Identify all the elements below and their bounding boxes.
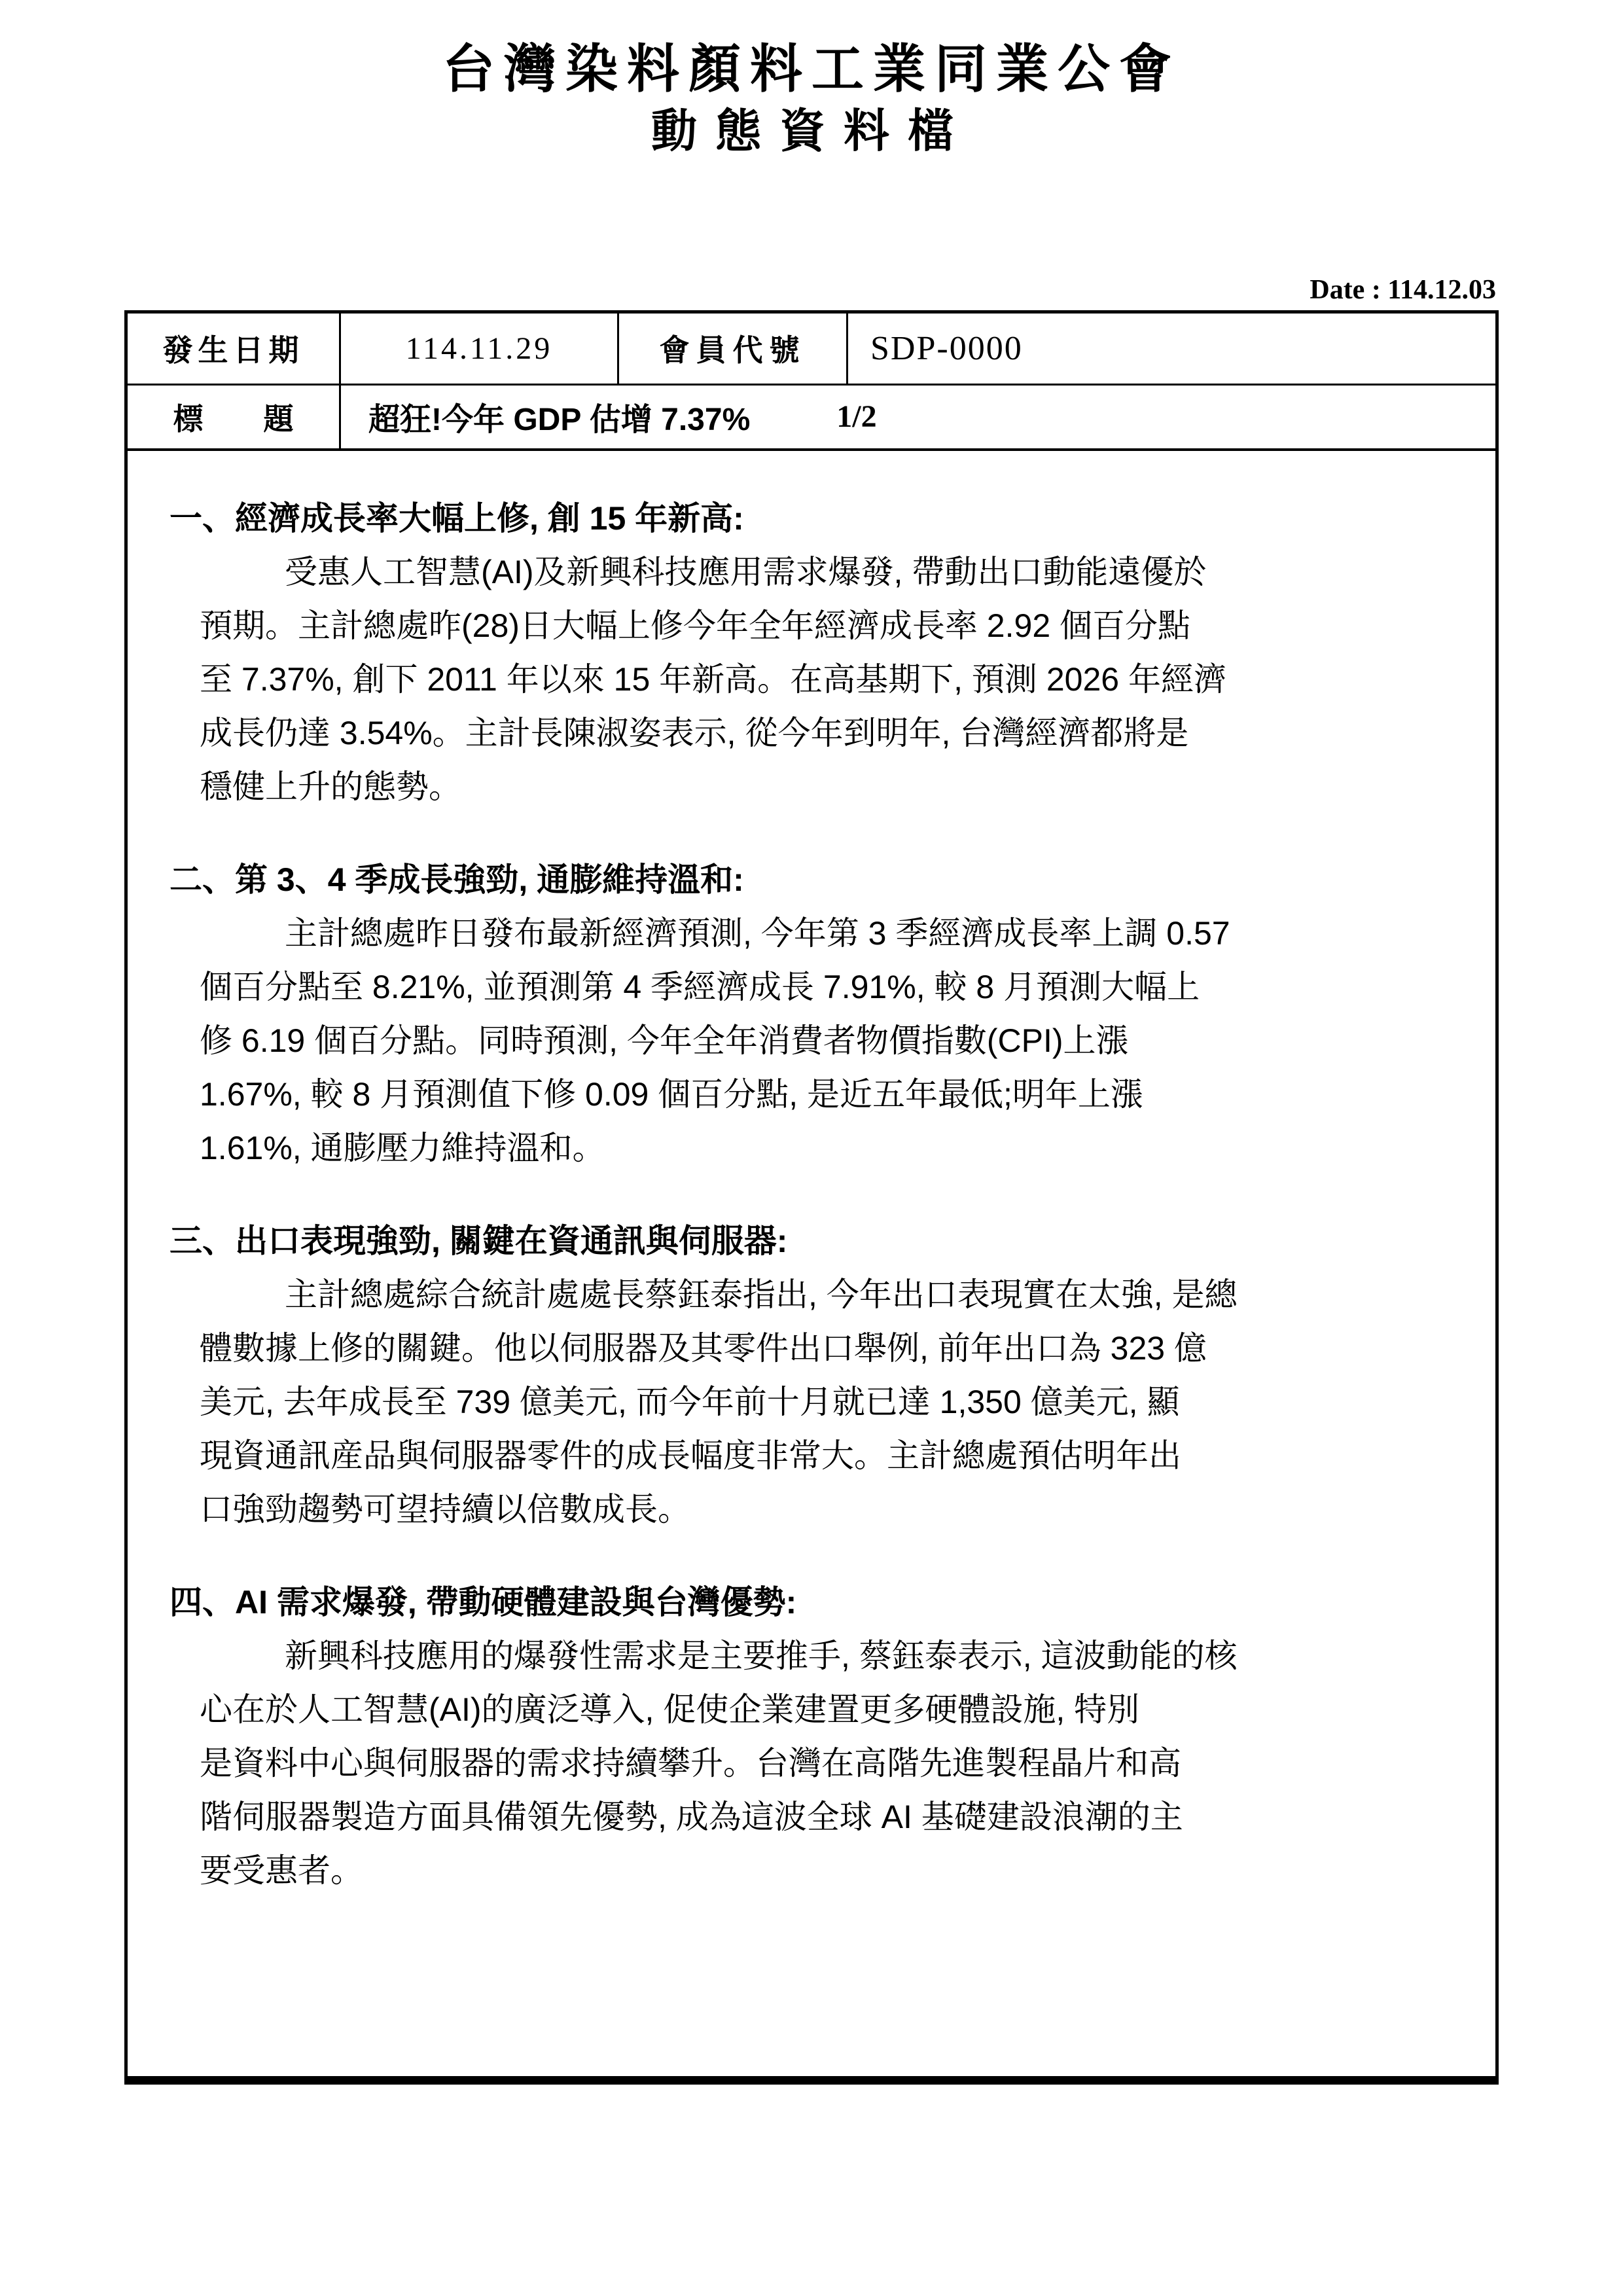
body-text-line: 1.61%, 通膨壓力維持溫和。 [200,1129,605,1166]
body-text-line: 階伺服器製造方面具備領先優勢, 成為這波全球 AI 基礎建設浪潮的主 [200,1798,1183,1835]
body-text-line: 美元, 去年成長至 739 億美元, 而今年前十月就已達 1,350 億美元, 顯 [200,1383,1180,1420]
body-text-line: 新興科技應用的爆發性需求是主要推手, 蔡鈺泰表示, 這波動能的核 [285,1637,1238,1674]
body-text-line: 至 7.37%, 創下 2011 年以來 15 年新高。在高基期下, 預測 2026 年經濟 [200,660,1226,698]
body-section-1 [169,492,1460,814]
body-section-4 [169,1575,1460,1897]
info-row-subject [128,386,1495,451]
body-text-line: 心在於人工智慧(AI)的廣泛導入, 促使企業建置更多硬體設施, 特別 [200,1691,1140,1728]
subject-value-cell [341,386,1495,448]
page-subtitle: 動態資料檔 [651,105,972,156]
subject-title: 超狂!今年 GDP 估增 7.37% [368,403,751,438]
body-text-line: 成長仍達 3.54%。主計長陳淑姿表示, 從今年到明年, 台灣經濟都將是 [200,714,1189,751]
page-number: 1/2 [836,399,877,435]
body-text-line: 預期。主計總處昨(28)日大幅上修今年全年經濟成長率 2.92 個百分點 [200,607,1191,644]
body-text-line: 口強勁趨勢可望持續以倍數成長。 [200,1490,690,1528]
record-form [124,310,1499,2085]
body-text-line: 體數據上修的關鍵。他以伺服器及其零件出口舉例, 前年出口為 323 億 [200,1329,1207,1367]
occur-date-label: 發生日期 [128,314,341,384]
body-text-line: 主計總處綜合統計處處長蔡鈺泰指出, 今年出口表現實在太強, 是總 [285,1276,1238,1313]
body-text-line: 現資通訊産品與伺服器零件的成長幅度非常大。主計總處預估明年出 [200,1437,1181,1474]
member-code-value: SDP-0000 [870,329,1023,367]
body-text-line: 修 6.19 個百分點。同時預測, 今年全年消費者物價指數(CPI)上漲 [200,1022,1129,1059]
section-2-heading: 二、第 3、4 季成長強勁, 通膨維持溫和: [169,861,744,898]
body-text-line: 1.67%, 較 8 月預測值下修 0.09 個百分點, 是近五年最低;明年上漲 [200,1075,1143,1113]
body-section-3 [169,1214,1460,1536]
section-3-heading: 三、出口表現強勁, 關鍵在資通訊與伺服器: [169,1222,788,1259]
body-text-line: 個百分點至 8.21%, 並預測第 4 季經濟成長 7.91%, 較 8 月預測大幅上 [200,968,1200,1005]
page-content [124,0,1499,2085]
subject-label: 標 題 [128,386,341,448]
body-text-line: 是資料中心與伺服器的需求持續攀升。台灣在高階先進製程晶片和高 [200,1744,1181,1782]
member-code-label: 會員代號 [619,314,848,384]
info-row-occurrence [128,314,1495,386]
page-title: 台灣染料顏料工業同業公會 [442,40,1181,98]
body-section-2 [169,853,1460,1175]
section-1-heading: 一、經濟成長率大幅上修, 創 15 年新高: [169,499,744,537]
body-text-line: 主計總處昨日發布最新經濟預測, 今年第 3 季經濟成長率上調 0.57 [285,914,1230,952]
body-text-line: 穩健上升的態勢。 [200,768,461,805]
article-body [128,451,1495,2076]
date-label: Date : 114.12.03 [1310,274,1496,305]
section-4-heading: 四、AI 需求爆發, 帶動硬體建設與台灣優勢: [169,1583,797,1621]
body-text-line: 要受惠者。 [200,1852,363,1889]
body-text-line: 受惠人工智慧(AI)及新興科技應用需求爆發, 帶動出口動能遠優於 [285,553,1207,590]
occur-date-value: 114.11.29 [341,314,619,384]
